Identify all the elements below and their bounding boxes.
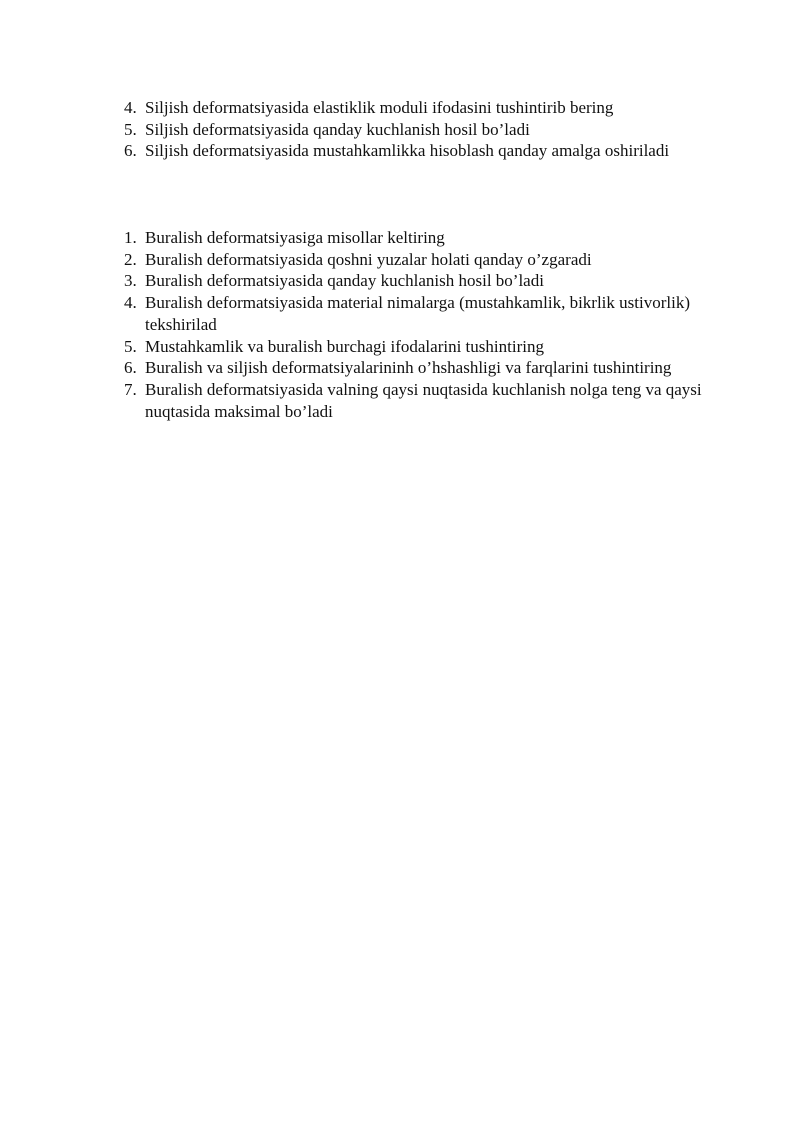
list-item-number: 7. — [124, 379, 137, 399]
list-item-text: Buralish deformatsiyasida material nimalarga (mustahkamlik, bikrlik ustivorlik) tekshirilad — [145, 293, 690, 334]
list-item-number: 2. — [124, 249, 137, 269]
list-item-number: 6. — [124, 358, 137, 378]
list-item — [124, 227, 714, 249]
list-item — [124, 140, 714, 162]
list-item-text: Buralish deformatsiyasida valning qaysi nuqtasida kuchlanish nolga teng va qaysi nuqtasida maksimal bo’ladi — [145, 379, 702, 421]
list-item-text: Siljish deformatsiyasida mustahkamlikka hisoblash qanday amalga oshiriladi — [145, 141, 670, 161]
list-item-text: Siljish deformatsiyasida qanday kuchlanish hosil bo’ladi — [145, 119, 530, 139]
list-item-number: 4. — [124, 293, 137, 313]
list-item-text: Buralish va siljish deformatsiyalarininh o’hshashligi va farqlarini tushintiring — [145, 358, 672, 378]
list-item — [124, 336, 714, 358]
list-item-text: Siljish deformatsiyasida elastiklik moduli ifodasini tushintirib bering — [145, 98, 614, 117]
list-item — [124, 292, 714, 335]
list-item-number: 5. — [124, 336, 137, 356]
list-item — [124, 249, 714, 271]
list-item — [124, 119, 714, 141]
list-item-text: Mustahkamlik va buralish burchagi ifodalarini tushintiring — [145, 336, 544, 356]
list-item-number: 3. — [124, 271, 137, 291]
list-item-number: 1. — [124, 228, 137, 247]
list-item-number: 4. — [124, 98, 137, 117]
question-list-siljish — [124, 97, 714, 162]
question-list-buralish — [124, 227, 714, 422]
list-item — [124, 270, 714, 292]
list-item — [124, 357, 714, 379]
list-item-text: Buralish deformatsiyasiga misollar keltiring — [145, 228, 445, 247]
list-item-number: 6. — [124, 141, 137, 161]
list-item-number: 5. — [124, 119, 137, 139]
list-item-text: Buralish deformatsiyasida qanday kuchlanish hosil bo’ladi — [145, 271, 544, 291]
list-item — [124, 97, 714, 119]
list-item — [124, 379, 714, 422]
list-item-text: Buralish deformatsiyasida qoshni yuzalar holati qanday o’zgaradi — [145, 249, 592, 269]
